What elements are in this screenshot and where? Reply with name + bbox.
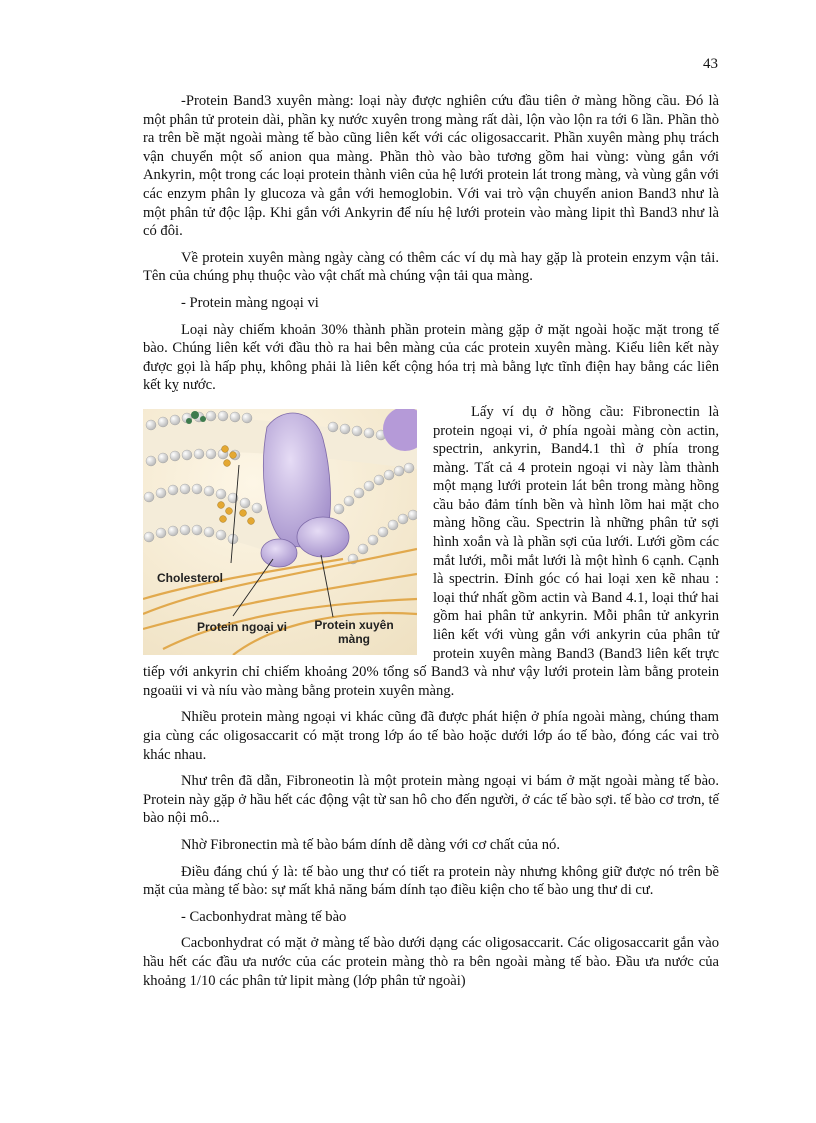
heading-peripheral-protein: - Protein màng ngoại vi bbox=[181, 294, 319, 311]
paragraph-carbohydrate: Cacbonhydrat có mặt ở màng tế bào dưới dạng các oligosaccarit. Các oligosaccarit gắn vào hầu hết các đầu ưa nước của các protein màng thò ra bên ngoài màng tế bào. Đầu ưa nước của khoảng 1/10 các phân tử lipit màng (lớp phân tử ngoài) bbox=[143, 935, 719, 989]
label-peripheral-protein: Protein ngoại vi bbox=[197, 619, 288, 634]
paragraph-fibronectin-adhesion: Nhờ Fibronectin mà tế bào bám dính dễ dàng với cơ chất của nó. bbox=[181, 836, 560, 853]
paragraph-other-peripheral: Nhiều protein màng ngoại vi khác cũng đã được phát hiện ở phía ngoài màng, chúng tham gia cùng các oligosaccarit có mặt trong lớp áo tế bào hoặc dưới lớp áo tế bào, đóng các vai trò khác nhau. bbox=[143, 709, 719, 763]
paragraph-peripheral-definition: Loại này chiếm khoản 30% thành phần protein màng gặp ở mặt ngoài hoặc mặt trong tế bào. Chúng liên kết với đầu thò ra hai bên màng của các protein xuyên màng. Kiểu liên kết này được gọi là hấp phụ, không phải là liên kết cộng hóa trị mà bằng lực tĩnh điện hay bằng các liên kết kỵ nước. bbox=[143, 321, 719, 394]
page-content bbox=[143, 92, 719, 998]
paragraph-cancer-note: Điều đáng chú ý là: tế bào ung thư có tiết ra protein này nhưng không giữ được nó trên bề mặt của màng tế bào: sự mất khả năng bám dính tạo điều kiện cho tế bào ung thư di cư. bbox=[143, 863, 719, 899]
label-cholesterol: Cholesterol bbox=[157, 570, 224, 585]
paragraph-fibronectin: Như trên đã dẫn, Fibroneotin là một protein màng ngoại vi bám ở mặt ngoài màng tế bào. Protein này gặp ở hầu hết các động vật từ san hô cho đến người, ở các tế bào sợi. tế bào cơ trơn, tế bào nội mô... bbox=[143, 773, 719, 827]
membrane-figure bbox=[143, 409, 417, 655]
paragraph-red-cell-example: Lấy ví dụ ở hồng cầu: Fibronectin là protein ngoại vi, ở phía ngoài màng còn actin, spectrin, ankyrin, Band4.1 thì ở phía trong màng. Tất cả 4 protein ngoại vi này làm thành một mạng lưới protein lát bên trong màng hồng cầu bảo đảm tính bền và hình lõm hai mặt cho màng hồng cầu. Spectrin là những phân tử sợi hình xoắn và là phần sợi của lưới. Lưới gồm các mắt lưới, mỗi mắt lưới là một hình 6 cạnh. Cạnh là spectrin. Đỉnh góc có hai loại xen kẽ nhau : loại thứ nhất gồm actin và Band 4.1, loại thứ hai gồm hai phân tử ankyrin. Mỗi phân tử ankyrin liên kết với vùng gắn với ankyrin của phân tử protein xuyên màng Band3 (Band3 liên kết trực tiếp với ankyrin chỉ chiếm khoảng 20% tổng số Band3 và như vậy lưới protein làm bằng protein ngoaüi vi và níu vào màng bằng protein xuyên màng. bbox=[143, 403, 719, 699]
heading-carbohydrate: - Cacbonhydrat màng tế bào bbox=[181, 908, 347, 925]
paragraph-transmembrane-examples: Về protein xuyên màng ngày càng có thêm các ví dụ mà hay gặp là protein enzym vận tải. Tên của chúng phụ thuộc vào vật chất mà chúng vận tải qua màng. bbox=[143, 249, 719, 285]
paragraph-band3: -Protein Band3 xuyên màng: loại này được nghiên cứu đầu tiên ở màng hồng cầu. Đó là một phân tử protein dài, phần kỵ nước xuyên trong màng rất dài, lộn vào lộn ra tới 6 lần. Phần thò ra trên bề mặt ngoài màng tế bào cũng liên kết với các oligosaccarit. Phần xuyên màng phụ trách vận chuyển một số anion qua màng. Phần thò vào bào tương gồm hai vùng: vùng gắn với Ankyrin, một trong các loại protein thành viên của hệ lưới protein lát trong màng, và vùng gắn với các enzym phân ly glucoza và gắn với hemoglobin. Với vai trò vận chuyển anion Band3 như là một phân tử độc lập. Khi gắn với Ankyrin để níu hệ lưới protein vào màng lipit thì Band3 như là có đôi. bbox=[143, 93, 719, 240]
label-transmembrane-protein: Protein xuyên màng bbox=[314, 617, 394, 646]
page-number: 43 bbox=[703, 56, 718, 72]
